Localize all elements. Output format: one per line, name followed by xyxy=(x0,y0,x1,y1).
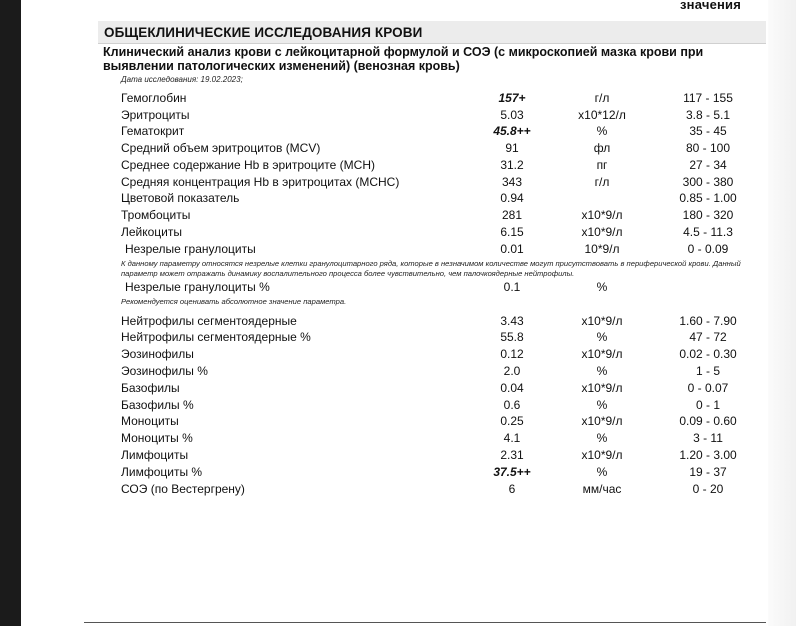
result-row-platelets xyxy=(0,208,796,225)
test-value: 31.2 xyxy=(500,158,524,172)
reference-range: 0.02 - 0.30 xyxy=(679,347,737,361)
test-name: Моноциты xyxy=(121,414,179,428)
test-name: Эозинофилы % xyxy=(121,364,208,378)
test-name: Средний объем эритроцитов (MCV) xyxy=(121,141,321,155)
test-name: Эритроциты xyxy=(121,108,190,122)
result-row-hematocrit xyxy=(0,124,796,141)
test-name: Лимфоциты % xyxy=(121,465,203,479)
test-name: Гемоглобин xyxy=(121,91,187,105)
test-unit: 10*9/л xyxy=(584,242,620,256)
result-row-eosinophils-pct xyxy=(0,364,796,381)
test-value: 0.25 xyxy=(500,414,524,428)
test-value: 2.0 xyxy=(503,364,521,378)
result-row-neutrophils-pct xyxy=(0,330,796,347)
result-row-neutrophils xyxy=(0,314,796,331)
test-unit: % xyxy=(596,124,608,138)
test-value: 37.5++ xyxy=(493,465,531,479)
reference-range: 27 - 34 xyxy=(689,158,727,172)
result-row-monocytes-pct xyxy=(0,431,796,448)
test-value: 343 xyxy=(501,175,523,189)
reference-range: 35 - 45 xyxy=(689,124,727,138)
test-value: 6 xyxy=(508,482,516,496)
reference-range: 0 - 20 xyxy=(692,482,724,496)
study-date: Дата исследования: 19.02.2023; xyxy=(121,75,243,84)
reference-range: 47 - 72 xyxy=(689,330,727,344)
test-unit: % xyxy=(596,330,608,344)
reference-range: 1.60 - 7.90 xyxy=(679,314,737,328)
page-divider xyxy=(84,622,766,623)
result-row-lymphocytes-pct xyxy=(0,465,796,482)
reference-range: 0.85 - 1.00 xyxy=(679,191,737,205)
test-unit: x10*9/л xyxy=(581,314,623,328)
test-name: Гематокрит xyxy=(121,124,185,138)
test-name: Незрелые гранулоциты % xyxy=(125,280,270,294)
result-row-leukocytes xyxy=(0,225,796,242)
test-name: Средняя концентрация Hb в эритроцитах (MCHC) xyxy=(121,175,400,189)
test-value: 0.6 xyxy=(503,398,521,412)
test-name: СОЭ (по Вестергрену) xyxy=(121,482,245,496)
test-value: 91 xyxy=(505,141,519,155)
test-unit: x10*12/л xyxy=(578,108,626,122)
test-unit: x10*9/л xyxy=(581,347,623,361)
column-header-reference: значения xyxy=(680,0,742,12)
test-value: 2.31 xyxy=(500,448,524,462)
reference-range: 1 - 5 xyxy=(695,364,720,378)
test-unit: x10*9/л xyxy=(581,414,623,428)
reference-range: 4.5 - 11.3 xyxy=(683,225,733,239)
test-unit: г/л xyxy=(594,91,610,105)
reference-range: 0.09 - 0.60 xyxy=(679,414,737,428)
test-value: 5.03 xyxy=(500,108,524,122)
test-unit: % xyxy=(596,280,608,294)
result-row-mch xyxy=(0,158,796,175)
test-unit: % xyxy=(596,398,608,412)
test-unit: x10*9/л xyxy=(581,208,623,222)
test-value: 281 xyxy=(501,208,523,222)
test-value: 6.15 xyxy=(500,225,524,239)
section-title: ОБЩЕКЛИНИЧЕСКИЕ ИССЛЕДОВАНИЯ КРОВИ xyxy=(104,25,423,40)
test-name: Эозинофилы xyxy=(121,347,194,361)
reference-range: 0 - 0.07 xyxy=(687,381,729,395)
test-name: Цветовой показатель xyxy=(121,191,240,205)
reference-range: 80 - 100 xyxy=(685,141,731,155)
reference-range: 19 - 37 xyxy=(689,465,727,479)
test-value: 4.1 xyxy=(503,431,521,445)
result-row-mcv xyxy=(0,141,796,158)
test-name: Тромбоциты xyxy=(121,208,191,222)
reference-range: 300 - 380 xyxy=(682,175,734,189)
result-row-mchc xyxy=(0,175,796,192)
result-row-color-index xyxy=(0,191,796,208)
test-name: Незрелые гранулоциты xyxy=(125,242,256,256)
test-unit: мм/час xyxy=(582,482,622,496)
test-unit: % xyxy=(596,431,608,445)
reference-range: 3 - 11 xyxy=(693,431,723,445)
test-title: Клинический анализ крови с лейкоцитарной формулой и СОЭ (с микроскопией мазка крови при выявлении патологических изменений) (венозная кровь) xyxy=(103,45,704,73)
test-value: 0.12 xyxy=(500,347,524,361)
test-unit: г/л xyxy=(594,175,610,189)
note-immature-granulocytes: К данному параметру относятся незрелые клетки гранулоцитарного ряда, которые в незначимом количестве могут присутствовать в периферической крови. Данный параметр может отражать динамику воспалительного процесса более чувствительно, чем палочкоядерные нейтрофилы. xyxy=(121,259,741,278)
test-value: 3.43 xyxy=(500,314,524,328)
result-row-lymphocytes xyxy=(0,448,796,465)
test-value: 45.8++ xyxy=(493,124,531,138)
result-row-immature-granulocytes xyxy=(0,242,796,259)
test-unit: пг xyxy=(596,158,608,172)
test-name: Лимфоциты xyxy=(121,448,189,462)
test-unit: % xyxy=(596,364,608,378)
test-name: Лейкоциты xyxy=(121,225,183,239)
result-row-eosinophils xyxy=(0,347,796,364)
reference-range: 3.8 - 5.1 xyxy=(685,108,731,122)
reference-range: 0 - 1 xyxy=(695,398,720,412)
result-row-hemoglobin xyxy=(0,91,796,108)
test-name: Нейтрофилы сегментоядерные % xyxy=(121,330,311,344)
test-name: Базофилы % xyxy=(121,398,194,412)
test-name: Нейтрофилы сегментоядерные xyxy=(121,314,297,328)
test-value: 0.94 xyxy=(500,191,524,205)
test-unit: фл xyxy=(593,141,611,155)
test-unit: x10*9/л xyxy=(581,448,623,462)
test-value: 157+ xyxy=(498,91,526,105)
reference-range: 1.20 - 3.00 xyxy=(679,448,737,462)
test-name: Моноциты % xyxy=(121,431,193,445)
result-row-basophils xyxy=(0,381,796,398)
test-unit: % xyxy=(596,465,608,479)
result-row-immature-granulocytes-pct xyxy=(0,280,796,297)
test-value: 55.8 xyxy=(500,330,524,344)
test-value: 0.1 xyxy=(503,280,521,294)
test-value: 0.04 xyxy=(500,381,524,395)
test-unit: x10*9/л xyxy=(581,225,623,239)
note-absolute-value: Рекомендуется оценивать абсолютное значение параметра. xyxy=(121,297,347,306)
test-name: Базофилы xyxy=(121,381,180,395)
reference-range: 0 - 0.09 xyxy=(687,242,729,256)
reference-range: 117 - 155 xyxy=(683,91,733,105)
result-row-erythrocytes xyxy=(0,108,796,125)
result-row-monocytes xyxy=(0,414,796,431)
test-name: Среднее содержание Hb в эритроците (MCH) xyxy=(121,158,375,172)
result-row-basophils-pct xyxy=(0,398,796,415)
reference-range: 180 - 320 xyxy=(682,208,734,222)
test-value: 0.01 xyxy=(500,242,524,256)
result-row-esr xyxy=(0,482,796,499)
test-unit: x10*9/л xyxy=(581,381,623,395)
